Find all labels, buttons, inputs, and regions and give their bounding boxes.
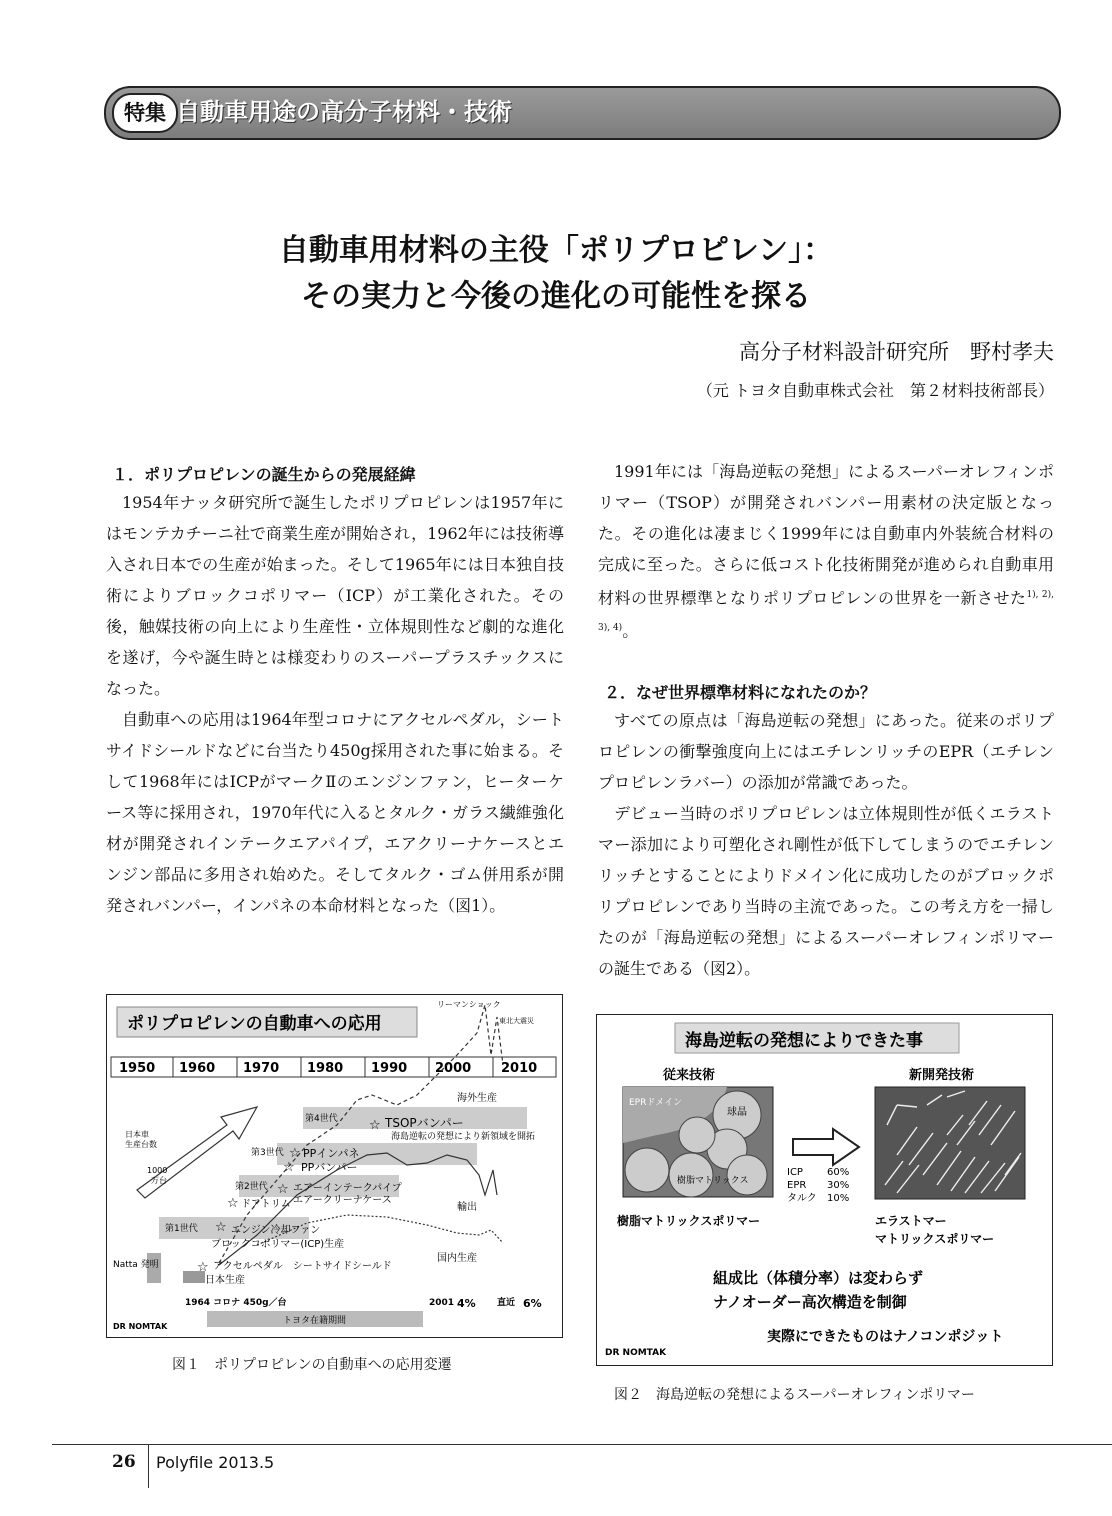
new-tech-box <box>875 1087 1025 1199</box>
fig2-title: 海島逆転の発想によりできた事 <box>685 1031 923 1051</box>
paragraph-text: 1991年には「海島逆転の発想」によるスーパーオレフィンポリマー（TSOP）が開発されバンパー用素材の決定版となった。その進化は凄まじく1999年には自動車内外装統合材料の完成に至った。さらに低コスト化技術開発が進められ自動車用材料の世界標準となりポリプロピレンの世界を一新させた <box>598 462 1054 608</box>
paragraph <box>598 456 1054 647</box>
paragraph: すべての原点は「海島逆転の発想」にあった。従来のポリプロピレンの衝撃強度向上にはエチレンリッチのEPR（エチレンプロピレンラバー）の添加が常識であった。 <box>598 711 1054 792</box>
sphere-circle <box>625 1148 669 1192</box>
section-2-heading: ２．なぜ世界標準材料になれたのか？ <box>604 683 877 702</box>
title-line-2: その実力と今後の進化の可能性を探る <box>301 279 811 314</box>
natta-label: Natta 発明 <box>113 1260 159 1270</box>
overseas-label: 海外生産 <box>457 1093 497 1104</box>
affiliation: （元 トヨタ自動車株式会社 第２材料技術部長） <box>696 381 1054 400</box>
article-title <box>0 228 1112 320</box>
figure-1-caption: 図１ ポリプロピレンの自動車への応用変遷 <box>172 1357 452 1373</box>
aircleaner-label: エアークリーナケース <box>293 1195 392 1206</box>
star-icon: ☆ <box>215 1220 227 1235</box>
magazine-issue: Polyfile 2013.5 <box>156 1453 275 1472</box>
gen1-label: 第1世代 <box>165 1224 198 1234</box>
paragraph-end: 。 <box>622 621 639 641</box>
year-2001: 2001 <box>429 1298 455 1308</box>
engine-fan-label: エンジン冷却ファン <box>231 1225 321 1236</box>
star-icon: ☆ <box>197 1260 209 1275</box>
fig1-title: ポリプロピレンの自動車への応用 <box>127 1014 382 1034</box>
decade-label: 1960 <box>179 1061 216 1076</box>
decade-label: 1970 <box>243 1061 280 1076</box>
epr-ratio-value: 30% <box>827 1180 850 1191</box>
intake-label: エアーインテークパイプ <box>293 1183 402 1194</box>
y-label-1: 日本車 <box>125 1130 149 1139</box>
pp-bumper-label: PPバンパー <box>301 1161 358 1174</box>
author: 高分子材料設計研究所 野村孝夫 <box>739 340 1054 364</box>
icp-ratio-label: ICP <box>787 1167 803 1178</box>
doortrim-label: ドアトリム <box>241 1199 291 1210</box>
transform-arrow <box>793 1129 859 1165</box>
japan-prod-label: 日本生産 <box>205 1275 245 1286</box>
left-polymer-name: 樹脂マトリックスポリマー <box>617 1214 761 1228</box>
fig2-credit: DR NOMTAK <box>605 1348 667 1358</box>
epr-domain-label: EPRドメイン <box>629 1098 683 1108</box>
icp-ratio-value: 60% <box>827 1167 850 1178</box>
note-2: ナノオーダー高次構造を制御 <box>713 1293 907 1311</box>
paragraph: デビュー当時のポリプロピレンは立体規則性が低くエラストマー添加により可塑化され剛性が低下してしまうのでエチレンリッチとすることによりドメイン化に成功したのがブロックポリプロピレンであり当時の主流であった。この考え方を一掃したのが「海島逆転の発想」によるスーパーオレフィンポリマーの誕生である（図2）。 <box>598 804 1054 978</box>
section-1-continued <box>598 456 1054 647</box>
note-3: 実際にできたものはナノコンポジット <box>767 1329 1004 1345</box>
feature-title: 自動車用途の高分子材料・技術 <box>176 98 512 126</box>
pct-4: 4% <box>457 1297 476 1310</box>
pp-panel-label: PPインパネ <box>303 1147 360 1160</box>
star-icon: ☆ <box>277 1182 289 1197</box>
feature-tag: 特集 <box>112 93 178 133</box>
fig1-credit: DR NOMTAK <box>113 1322 168 1331</box>
section-2-body <box>598 705 1054 984</box>
right-polymer-name-2: マトリックスポリマー <box>875 1232 995 1246</box>
tsop-label: TSOPバンパー <box>385 1116 464 1130</box>
talc-ratio-label: タルク <box>787 1193 817 1204</box>
page-number: 26 <box>112 1452 136 1472</box>
paragraph: 自動車への応用は1964年型コロナにアクセルペダル，シートサイドシールドなどに台当たり450g採用された事に始まる。そして1968年にはICPがマークⅡのエンジンファン，ヒーターケース等に採用され，1970年代に入るとタルク・ガラス繊維強化材が開発されインテークエアパイプ，エアクリーナケースとエンジン部品に多用され始めた。そしてタルク・ゴム併用系が開発されバンパー，インパネの本命材料となった（図1）。 <box>106 710 564 915</box>
quake-label: 東北大震災 <box>499 1017 534 1025</box>
decade-label: 2010 <box>501 1061 538 1076</box>
section-1-heading: １．ポリプロピレンの誕生からの発展経緯 <box>112 465 416 484</box>
figure-1-graphic <box>107 995 562 1337</box>
star-icon: ☆ <box>227 1196 239 1211</box>
decade-label: 1980 <box>307 1061 344 1076</box>
gen4-label: 第4世代 <box>305 1114 338 1124</box>
gen2-label: 第2世代 <box>235 1182 268 1192</box>
footer-rule <box>52 1444 1112 1445</box>
decade-label: 1950 <box>119 1061 156 1076</box>
accel-label: アクセルペダル シートサイドシールド <box>213 1261 392 1272</box>
y-tick-2: 万台 <box>151 1176 167 1185</box>
star-icon: ☆ <box>289 1146 301 1161</box>
paragraph: 1954年ナッタ研究所で誕生したポリプロピレンは1957年にはモンテカチーニ社で商業生産が開始され，1962年には技術導入され日本での生産が始まった。そして1965年には日本独自技術によりブロックコポリマー（ICP）が工業化された。その後，触媒技術の向上により生産性・立体規則性など劇的な進化を遂げ，今や誕生時とは様変わりのスーパープラスチックスになった。 <box>106 493 564 698</box>
decade-label: 1990 <box>371 1061 408 1076</box>
star-icon: ☆ <box>283 1160 295 1175</box>
footer-separator <box>148 1444 149 1488</box>
figure-1 <box>106 994 563 1338</box>
star-icon: ☆ <box>369 1118 381 1133</box>
tsop-sub: 海島逆転の発想により新領域を開拓 <box>391 1132 536 1142</box>
y-tick-1: 1000 <box>147 1166 168 1175</box>
resin-matrix-label: 樹脂マトリックス <box>677 1176 749 1186</box>
corona-label: 1964 コロナ 450g／台 <box>185 1298 287 1308</box>
export-label: 輸出 <box>457 1202 477 1213</box>
section-banner <box>104 86 1061 140</box>
icp-label: ブロックコポリマー(ICP)生産 <box>211 1239 345 1250</box>
gen3-label: 第3世代 <box>251 1148 284 1158</box>
lehman-label: リーマンショック <box>437 1000 501 1009</box>
right-polymer-name-1: エラストマー <box>875 1214 947 1228</box>
figure-2 <box>596 1014 1053 1366</box>
section-1-body <box>106 487 564 921</box>
new-tech-label: 新開発技術 <box>909 1068 975 1083</box>
title-line-1: 自動車用材料の主役「ポリプロピレン」： <box>278 233 834 268</box>
sphere-label: 球晶 <box>727 1107 747 1118</box>
pct-6: 6% <box>523 1297 542 1310</box>
reference-marks: 1), 2), 3), 4) <box>598 590 1054 634</box>
figure-2-graphic <box>597 1015 1052 1365</box>
figure-2-caption: 図２ 海島逆転の発想によるスーパーオレフィンポリマー <box>614 1387 975 1403</box>
y-label-2: 生産台数 <box>125 1140 157 1149</box>
recent-label: 直近 <box>497 1298 516 1308</box>
toyota-label: トヨタ在籍期間 <box>283 1316 347 1326</box>
decade-label: 2000 <box>435 1061 472 1076</box>
note-1: 組成比（体積分率）は変わらず <box>713 1269 924 1287</box>
domestic-label: 国内生産 <box>437 1253 477 1264</box>
conventional-label: 従来技術 <box>663 1068 716 1083</box>
talc-ratio-value: 10% <box>827 1193 850 1204</box>
sphere-circle <box>669 1153 713 1197</box>
sphere-circle <box>727 1155 767 1195</box>
sphere-circle <box>679 1117 715 1153</box>
epr-ratio-label: EPR <box>787 1180 807 1191</box>
